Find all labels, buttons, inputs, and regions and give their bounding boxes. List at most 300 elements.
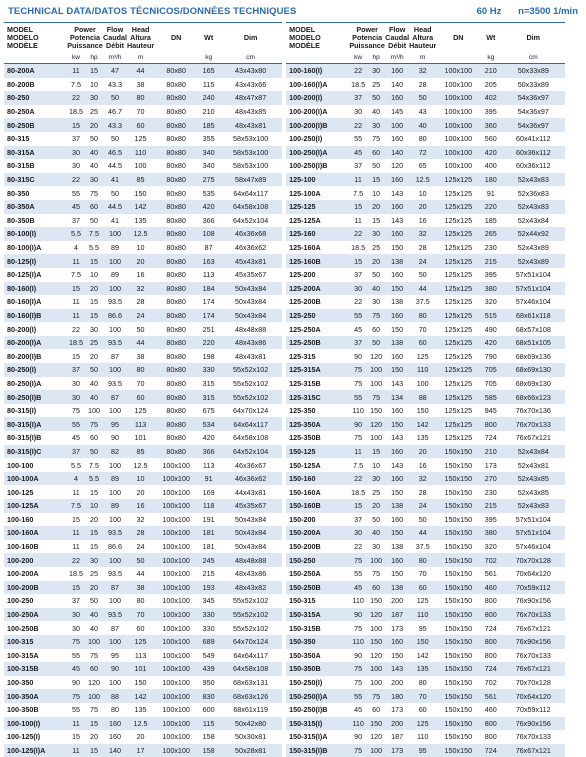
cell-dim: 52x43x83 [501,173,565,187]
cell-kw: 7.5 [349,186,367,200]
table-row [286,132,565,146]
cell-flow: 160 [385,472,409,486]
table-row [4,322,282,336]
cell-flow: 173 [385,621,409,635]
cell-wt: 790 [480,349,501,363]
cell-flow: 160 [385,173,409,187]
cell-dn: 125x125 [436,227,480,241]
table-row [4,268,282,282]
cell-dn: 80x80 [154,417,198,431]
cell-flow: 160 [385,404,409,418]
cell-model: 125-100 [286,173,349,187]
cell-hp: 50 [367,513,385,527]
cell-flow: 173 [385,744,409,757]
table-row [4,581,282,595]
cell-head: 10 [127,241,154,255]
cell-dn: 150x150 [436,567,480,581]
table-row [4,662,282,676]
cell-model: 125-315C [286,390,349,404]
cell-kw: 11 [349,445,367,459]
cell-head: 101 [127,431,154,445]
cell-flow: 140 [103,744,127,757]
cell-flow: 100 [103,676,127,690]
cell-kw: 90 [349,417,367,431]
cell-head: 37.5 [409,540,436,554]
cell-dn: 80x80 [154,105,198,119]
cell-wt: 210 [480,64,501,78]
cell-hp: 30 [85,322,103,336]
cell-wt: 549 [198,649,219,663]
cell-dim: 55x52x102 [219,390,282,404]
cell-flow: 95 [103,417,127,431]
cell-wt: 320 [480,295,501,309]
cell-hp: 60 [85,431,103,445]
table-row [4,64,282,78]
table-row [286,159,565,173]
cell-model: 80-160(I)B [4,309,67,323]
cell-flow: 138 [385,254,409,268]
cell-flow: 145 [385,105,409,119]
table-row [4,703,282,717]
cell-head: 28 [127,526,154,540]
cell-wt: 535 [198,186,219,200]
cell-hp: 20 [85,118,103,132]
cell-dim: 60x41x112 [501,132,565,146]
cell-flow: 160 [385,91,409,105]
cell-kw: 15 [67,282,85,296]
cell-flow: 100 [103,254,127,268]
cell-wt: 210 [480,445,501,459]
cell-model: 100-100(I) [4,717,67,731]
cell-dim: 70x70x128 [501,553,565,567]
cell-head: 40 [409,118,436,132]
table-row [4,676,282,690]
cell-head: 60 [409,703,436,717]
cell-wt: 220 [480,200,501,214]
cell-model: 125-160B [286,254,349,268]
col-header-power: Power Potencia Puissance [67,23,103,54]
cell-dim: 58x47x89 [219,173,282,187]
cell-model: 125-350 [286,404,349,418]
cell-model: 150-315 [286,594,349,608]
cell-flow: 160 [385,132,409,146]
cell-model: 100-315 [4,635,67,649]
cell-head: 80 [409,553,436,567]
cell-hp: 15 [85,717,103,731]
cell-head: 44 [127,567,154,581]
cell-wt: 395 [480,105,501,119]
cell-flow: 95 [103,649,127,663]
cell-dn: 80x80 [154,64,198,78]
cell-kw: 22 [349,64,367,78]
cell-model: 150-315(I)B [286,744,349,757]
cell-flow: 44.5 [103,159,127,173]
cell-kw: 4 [67,241,85,255]
table-row [4,390,282,404]
table-row [286,282,565,296]
frequency-label: 60 Hz [476,5,502,17]
cell-head: 50 [409,513,436,527]
cell-dim: 57x51x104 [501,282,565,296]
cell-flow: 160 [385,349,409,363]
cell-kw: 110 [349,404,367,418]
cell-flow: 134 [385,390,409,404]
cell-wt: 340 [198,159,219,173]
cell-hp: 30 [367,118,385,132]
table-row [4,499,282,513]
cell-wt: 174 [198,295,219,309]
cell-wt: 315 [198,377,219,391]
cell-flow: 160 [385,200,409,214]
cell-flow: 100 [385,118,409,132]
cell-model: 125-160 [286,227,349,241]
cell-flow: 138 [385,336,409,350]
cell-hp: 30 [367,295,385,309]
cell-hp: 75 [85,417,103,431]
cell-flow: 100 [103,513,127,527]
unit-flow: m³/h [385,53,409,64]
cell-wt: 220 [198,336,219,350]
cell-flow: 143 [385,662,409,676]
cell-head: 80 [127,363,154,377]
cell-wt: 163 [198,254,219,268]
cell-flow: 89 [103,241,127,255]
cell-dim: 64x64x117 [219,649,282,663]
cell-dim: 76x70x133 [501,417,565,431]
cell-dn: 100x100 [154,717,198,731]
cell-dim: 60x36x112 [501,159,565,173]
cell-wt: 158 [198,730,219,744]
table-row [286,553,565,567]
cell-dn: 125x125 [436,282,480,296]
cell-hp: 75 [367,132,385,146]
cell-head: 16 [127,499,154,513]
cell-head: 20 [409,200,436,214]
cell-head: 142 [409,649,436,663]
cell-flow: 100 [103,485,127,499]
cell-hp: 15 [85,485,103,499]
cell-hp: 75 [367,390,385,404]
table-row [286,458,565,472]
cell-model: 80-160(I) [4,282,67,296]
cell-kw: 18.5 [349,485,367,499]
cell-kw: 15 [67,118,85,132]
cell-kw: 11 [67,526,85,540]
cell-wt: 181 [198,526,219,540]
table-row [4,458,282,472]
cell-head: 70 [127,377,154,391]
table-row [286,295,565,309]
table-row [286,404,565,418]
cell-head: 110 [409,363,436,377]
cell-head: 142 [409,417,436,431]
cell-dim: 57x51x104 [501,513,565,527]
cell-hp: 20 [85,730,103,744]
cell-kw: 55 [349,309,367,323]
cell-wt: 360 [480,118,501,132]
cell-flow: 46.5 [103,146,127,160]
cell-wt: 205 [480,78,501,92]
cell-kw: 15 [349,254,367,268]
cell-wt: 490 [480,322,501,336]
cell-wt: 113 [198,268,219,282]
cell-dn: 100x100 [154,703,198,717]
cell-flow: 50 [103,186,127,200]
cell-kw: 30 [67,621,85,635]
cell-head: 28 [409,241,436,255]
cell-hp: 30 [367,227,385,241]
cell-hp: 20 [85,581,103,595]
cell-flow: 160 [385,227,409,241]
unit-dn [154,53,198,64]
table-row [4,214,282,228]
cell-head: 50 [127,553,154,567]
cell-kw: 11 [67,485,85,499]
cell-dn: 100x100 [154,662,198,676]
cell-head: 28 [127,295,154,309]
cell-kw: 15 [349,200,367,214]
table-row [4,744,282,757]
table-row [286,91,565,105]
cell-wt: 420 [198,431,219,445]
cell-head: 44 [127,336,154,350]
cell-flow: 138 [385,295,409,309]
cell-kw: 11 [67,744,85,757]
cell-dim: 52x43x81 [501,458,565,472]
col-header-model: MODEL MODELO MODÈLE [4,23,67,54]
cell-flow: 89 [103,268,127,282]
cell-dim: 68x61x119 [219,703,282,717]
table-row [4,78,282,92]
cell-model: 80-250 [4,91,67,105]
cell-kw: 55 [67,417,85,431]
cell-flow: 150 [385,567,409,581]
cell-head: 44 [127,64,154,78]
cell-dn: 100x100 [154,499,198,513]
cell-kw: 15 [67,513,85,527]
data-table-left [4,22,282,757]
cell-head: 50 [127,322,154,336]
cell-head: 12.5 [127,227,154,241]
cell-dim: 55x52x102 [219,363,282,377]
cell-model: 150-160B [286,499,349,513]
cell-head: 32 [127,513,154,527]
cell-dim: 64x58x108 [219,662,282,676]
cell-hp: 20 [367,499,385,513]
cell-hp: 120 [85,676,103,690]
cell-kw: 22 [349,118,367,132]
cell-dn: 125x125 [436,390,480,404]
cell-dn: 150x150 [436,458,480,472]
cell-flow: 160 [385,513,409,527]
cell-flow: 100 [103,635,127,649]
table-row [286,241,565,255]
cell-model: 100-160B [4,540,67,554]
cell-dim: 68x66x123 [501,390,565,404]
table-row [4,186,282,200]
cell-dim: 43x43x66 [219,78,282,92]
cell-dn: 80x80 [154,322,198,336]
cell-flow: 150 [385,241,409,255]
cell-hp: 60 [85,200,103,214]
cell-dn: 125x125 [436,254,480,268]
cell-hp: 100 [367,431,385,445]
cell-model: 150-250(I)B [286,703,349,717]
table-row [4,309,282,323]
cell-model: 125-125 [286,200,349,214]
cell-model: 125-160A [286,241,349,255]
cell-dim: 50x43x84 [219,526,282,540]
cell-head: 10 [409,186,436,200]
cell-head: 20 [127,254,154,268]
data-table-right [286,22,565,757]
cell-flow: 160 [385,64,409,78]
cell-wt: 800 [480,608,501,622]
cell-dim: 68x69x136 [501,349,565,363]
cell-head: 50 [409,268,436,282]
col-header-head: Head Altura Hauteur [409,23,436,54]
cell-dim: 50x33x89 [501,64,565,78]
cell-flow: 89 [103,472,127,486]
cell-model: 100-125(I)A [4,744,67,757]
table-row [286,227,565,241]
cell-dim: 46x36x62 [219,472,282,486]
cell-hp: 15 [85,64,103,78]
cell-flow: 143 [385,186,409,200]
cell-flow: 100 [103,363,127,377]
cell-head: 80 [409,676,436,690]
cell-wt: 675 [198,404,219,418]
cell-flow: 89 [103,499,127,513]
table-row [4,621,282,635]
cell-head: 20 [127,485,154,499]
cell-head: 135 [409,662,436,676]
cell-kw: 55 [349,567,367,581]
cell-hp: 100 [367,744,385,757]
cell-kw: 30 [349,282,367,296]
cell-dn: 100x100 [436,91,480,105]
cell-dim: 50x42x80 [219,717,282,731]
cell-kw: 75 [349,431,367,445]
cell-model: 150-250A [286,567,349,581]
cell-dn: 150x150 [436,581,480,595]
cell-kw: 90 [349,730,367,744]
cell-flow: 143 [385,377,409,391]
cell-kw: 11 [67,295,85,309]
cell-model: 100-315B [4,662,67,676]
cell-kw: 11 [349,173,367,187]
cell-head: 65 [409,159,436,173]
cell-wt: 270 [480,472,501,486]
cell-wt: 380 [480,282,501,296]
cell-hp: 120 [367,730,385,744]
cell-dn: 80x80 [154,282,198,296]
cell-head: 60 [409,336,436,350]
cell-dim: 70x64x120 [501,567,565,581]
cell-head: 113 [127,649,154,663]
cell-kw: 11 [67,540,85,554]
cell-wt: 315 [198,390,219,404]
cell-dn: 125x125 [436,417,480,431]
cell-model: 80-315(I)C [4,445,67,459]
cell-dn: 125x125 [436,200,480,214]
cell-flow: 138 [385,499,409,513]
cell-dn: 80x80 [154,309,198,323]
cell-model: 150-350 [286,635,349,649]
table-row [286,363,565,377]
table-row [286,349,565,363]
cell-dim: 52x43x85 [501,472,565,486]
cell-kw: 37 [349,336,367,350]
cell-dim: 64x58x108 [219,431,282,445]
cell-dn: 150x150 [436,717,480,731]
table-row [4,472,282,486]
cell-model: 125-350B [286,431,349,445]
cell-hp: 150 [367,404,385,418]
cell-wt: 115 [198,78,219,92]
cell-dim: 50x43x84 [219,282,282,296]
cell-wt: 198 [198,349,219,363]
table-row [286,730,565,744]
cell-model: 100-315A [4,649,67,663]
cell-model: 80-350A [4,200,67,214]
cell-dn: 150x150 [436,608,480,622]
table-row [4,377,282,391]
cell-dn: 80x80 [154,445,198,459]
cell-wt: 345 [198,594,219,608]
cell-wt: 560 [480,132,501,146]
cell-model: 150-200A [286,526,349,540]
cell-kw: 110 [349,635,367,649]
cell-hp: 50 [85,594,103,608]
cell-flow: 93.5 [103,567,127,581]
cell-dn: 80x80 [154,200,198,214]
cell-dim: 52x43x89 [501,241,565,255]
cell-kw: 11 [67,309,85,323]
col-header-dim: Dim [501,23,565,54]
cell-wt: 395 [480,513,501,527]
cell-hp: 20 [85,282,103,296]
table-row [286,118,565,132]
cell-dn: 80x80 [154,118,198,132]
cell-dim: 52x43x83 [501,200,565,214]
cell-hp: 120 [367,608,385,622]
cell-head: 28 [409,485,436,499]
table-row [286,499,565,513]
cell-dn: 100x100 [154,485,198,499]
unit-flow: m³/h [103,53,127,64]
cell-flow: 50 [103,132,127,146]
cell-flow: 93.5 [103,377,127,391]
cell-wt: 800 [480,594,501,608]
cell-flow: 138 [385,581,409,595]
cell-head: 50 [409,91,436,105]
cell-model: 80-315 [4,132,67,146]
cell-dim: 76x70x133 [501,608,565,622]
cell-model: 150-250(I)A [286,689,349,703]
cell-head: 85 [127,445,154,459]
cell-flow: 93.5 [103,608,127,622]
cell-hp: 15 [367,173,385,187]
cell-head: 150 [127,186,154,200]
table-row [286,186,565,200]
table-row [4,649,282,663]
cell-kw: 7.5 [349,458,367,472]
cell-dim: 48x43x81 [219,118,282,132]
cell-dim: 64x64x117 [219,186,282,200]
cell-dim: 55x52x102 [219,621,282,635]
cell-dim: 76x67x121 [501,431,565,445]
